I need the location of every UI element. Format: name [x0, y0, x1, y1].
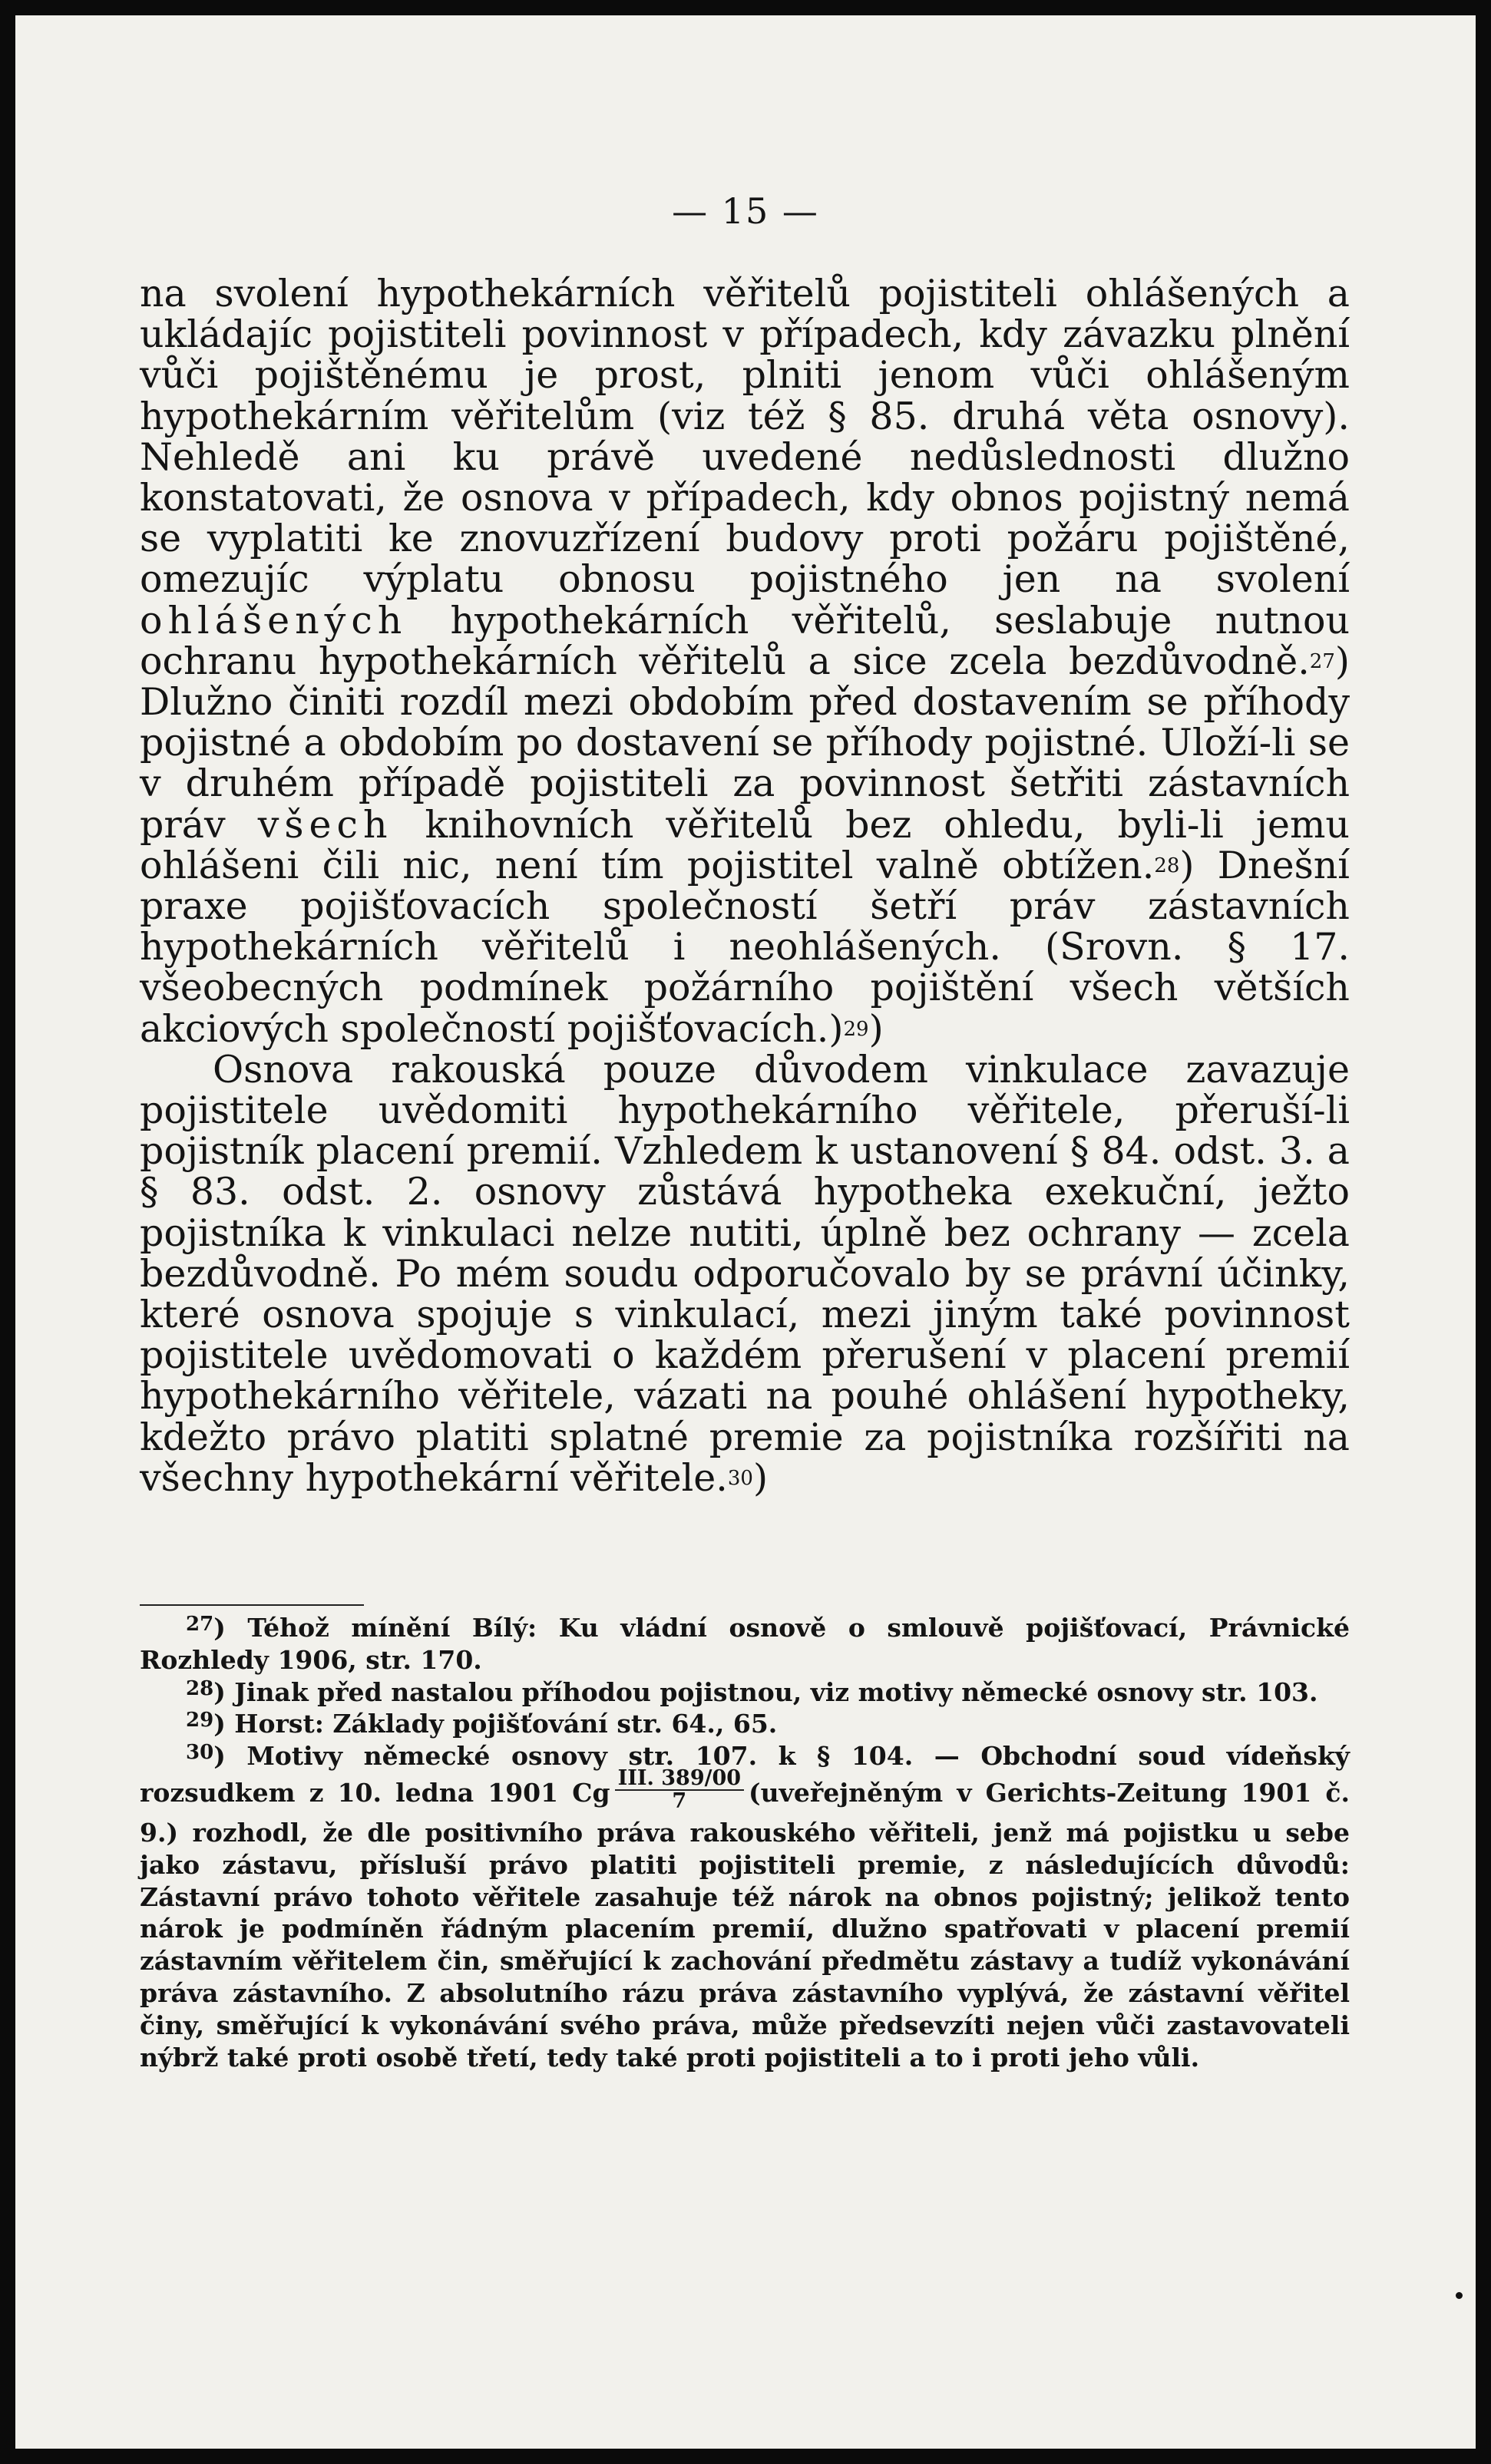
fraction-denominator: 7: [672, 1789, 687, 1813]
paragraph-1-text-h: ): [868, 1006, 884, 1051]
footnote-29: [140, 1708, 1350, 1740]
footnote-30: [140, 1740, 1350, 2073]
footnote-text: ) Horst: Základy pojišťování str. 64., 65.: [213, 1709, 778, 1739]
footnote-ref-30: 30: [727, 1466, 753, 1490]
footnote-mark: 30: [186, 1741, 214, 1765]
fraction-numerator: III. 389/00: [615, 1768, 744, 1791]
paragraph-1-text-d: ) Dlužno činiti rozdíl mezi obdobím před dostavením se příhody pojistné a obdobím po dostavení se příhody pojistné. Uloží-li se v druhém případě pojistiteli za povinnost šetřiti zástavních práv: [140, 639, 1350, 847]
footnote-mark: 28: [186, 1676, 214, 1700]
footnote-text: ) Motivy německé osnovy str. 107. k § 104. — Obchodní soud vídeňský rozsudkem z 10. ledna 1901 Cg: [140, 1741, 1350, 1808]
footnote-divider: [140, 1604, 364, 1606]
emphasis-vsech: všech: [257, 802, 393, 847]
paragraph-1: [140, 273, 1350, 1049]
scanned-page: [15, 15, 1476, 2449]
footnote-text: ) Téhož mínění Bílý: Ku vládní osnově o smlouvě pojišťovací, Právnické Rozhledy 1906, str. 170.: [140, 1613, 1350, 1675]
paragraph-1-text-a: na svolení hypothekárních věřitelů pojistiteli ohlášených a ukládajíc pojistiteli povinnost v případech, kdy závazku plnění vůči pojištěnému je prost, plniti jenom vůči ohlášeným hypothekárním věřitelům (viz též § 85. druhá věta osnovy). Nehledě ani ku právě uvedené nedůslednosti dlužno konstatovati, že osnova v případech, kdy obnos pojistný nemá se vyplatiti ke znovuzřízení budovy proti požáru pojištěné, omezujíc výplatu obnosu pojistného jen na svolení: [140, 272, 1350, 602]
footnote-27: [140, 1612, 1350, 1676]
footnote-ref-27: 27: [1309, 649, 1335, 673]
footnote-text: ) Jinak před nastalou příhodou pojistnou, viz motivy německé osnovy str. 103.: [213, 1676, 1318, 1707]
paragraph-1-text-f: knihovních věřitelů bez ohledu, byli-li jemu ohlášeni čili nic, není tím pojistitel valně obtížen.: [140, 802, 1350, 887]
footnote-mark: 27: [186, 1613, 214, 1636]
page-number: — 15 —: [672, 190, 819, 232]
paragraph-2: [140, 1049, 1350, 1498]
emphasis-ohlasenych: ohlášených: [140, 598, 408, 642]
paragraph-1-text-g: ) Dnešní praxe pojišťovacích společností šetří práv zástavních hypothekárních věřitelů i neohlášených. (Srovn. § 17. všeobecných podmínek požárního pojištění všech větších akciových společností pojišťovacích.): [140, 843, 1350, 1051]
footnote-mark: 29: [186, 1709, 214, 1732]
body-text: [140, 273, 1350, 1498]
paragraph-2-end: ): [752, 1455, 769, 1500]
paragraph-2-text: Osnova rakouská pouze důvodem vinkulace zavazuje pojistitele uvědomiti hypothekárního věřitele, přeruší-li pojistník placení premií. Vzhledem k ustanovení § 84. odst. 3. a § 83. odst. 2. osnovy zůstává hypotheka exekuční, ježto pojistníka k vinkulaci nelze nutiti, úplně bez ochrany — zcela bezdůvodně. Po mém soudu odporučovalo by se právní účinky, které osnova spojuje s vinkulací, mezi jiným také povinnost pojistitele uvědomovati o každém přerušení v placení premií hypothekárního věřitele, vázati na pouhé ohlášení hypotheky, kdežto právo platiti splatné premie za pojistníka rozšířiti na všechny hypothekární věřitele.: [140, 1047, 1350, 1500]
scan-speck: [1456, 2292, 1463, 2299]
footnote-ref-29: 29: [843, 1017, 869, 1041]
paragraph-1-text-c: hypothekárních věřitelů, seslabuje nutnou ochranu hypothekárních věřitelů a sice zcela bezdůvodně.: [140, 598, 1350, 683]
footnote-28: [140, 1676, 1350, 1709]
footnotes: [140, 1612, 1350, 2073]
footnote-text: (uveřejněným v Gerichts-Zeitung 1901 č. 9.) rozhodl, že dle positivního práva rakouského věřiteli, jenž má pojistku u sebe jako zástavu, přísluší právo platiti pojistiteli premie, z následujících důvodů: Zástavní právo tohoto věřitele zasahuje též nárok na obnos pojistný; jelikož tento nárok je podmíněn řádným placením premií, dlužno spatřovati v placení premií zástavním věřitelem čin, směřující k zachování předmětu zástavy a tudíž vykonávání práva zástavního. Z absolutního rázu práva zástavního vyplývá, že zástavní věřitel činy, směřující k vykonávání svého práva, může předsevzíti nejen vůči zastavovateli nýbrž také proti osobě třetí, tedy také proti pojistiteli a to i proti jeho vůli.: [140, 1777, 1350, 2073]
case-number-fraction: [615, 1765, 744, 1813]
footnote-ref-28: 28: [1154, 854, 1180, 877]
